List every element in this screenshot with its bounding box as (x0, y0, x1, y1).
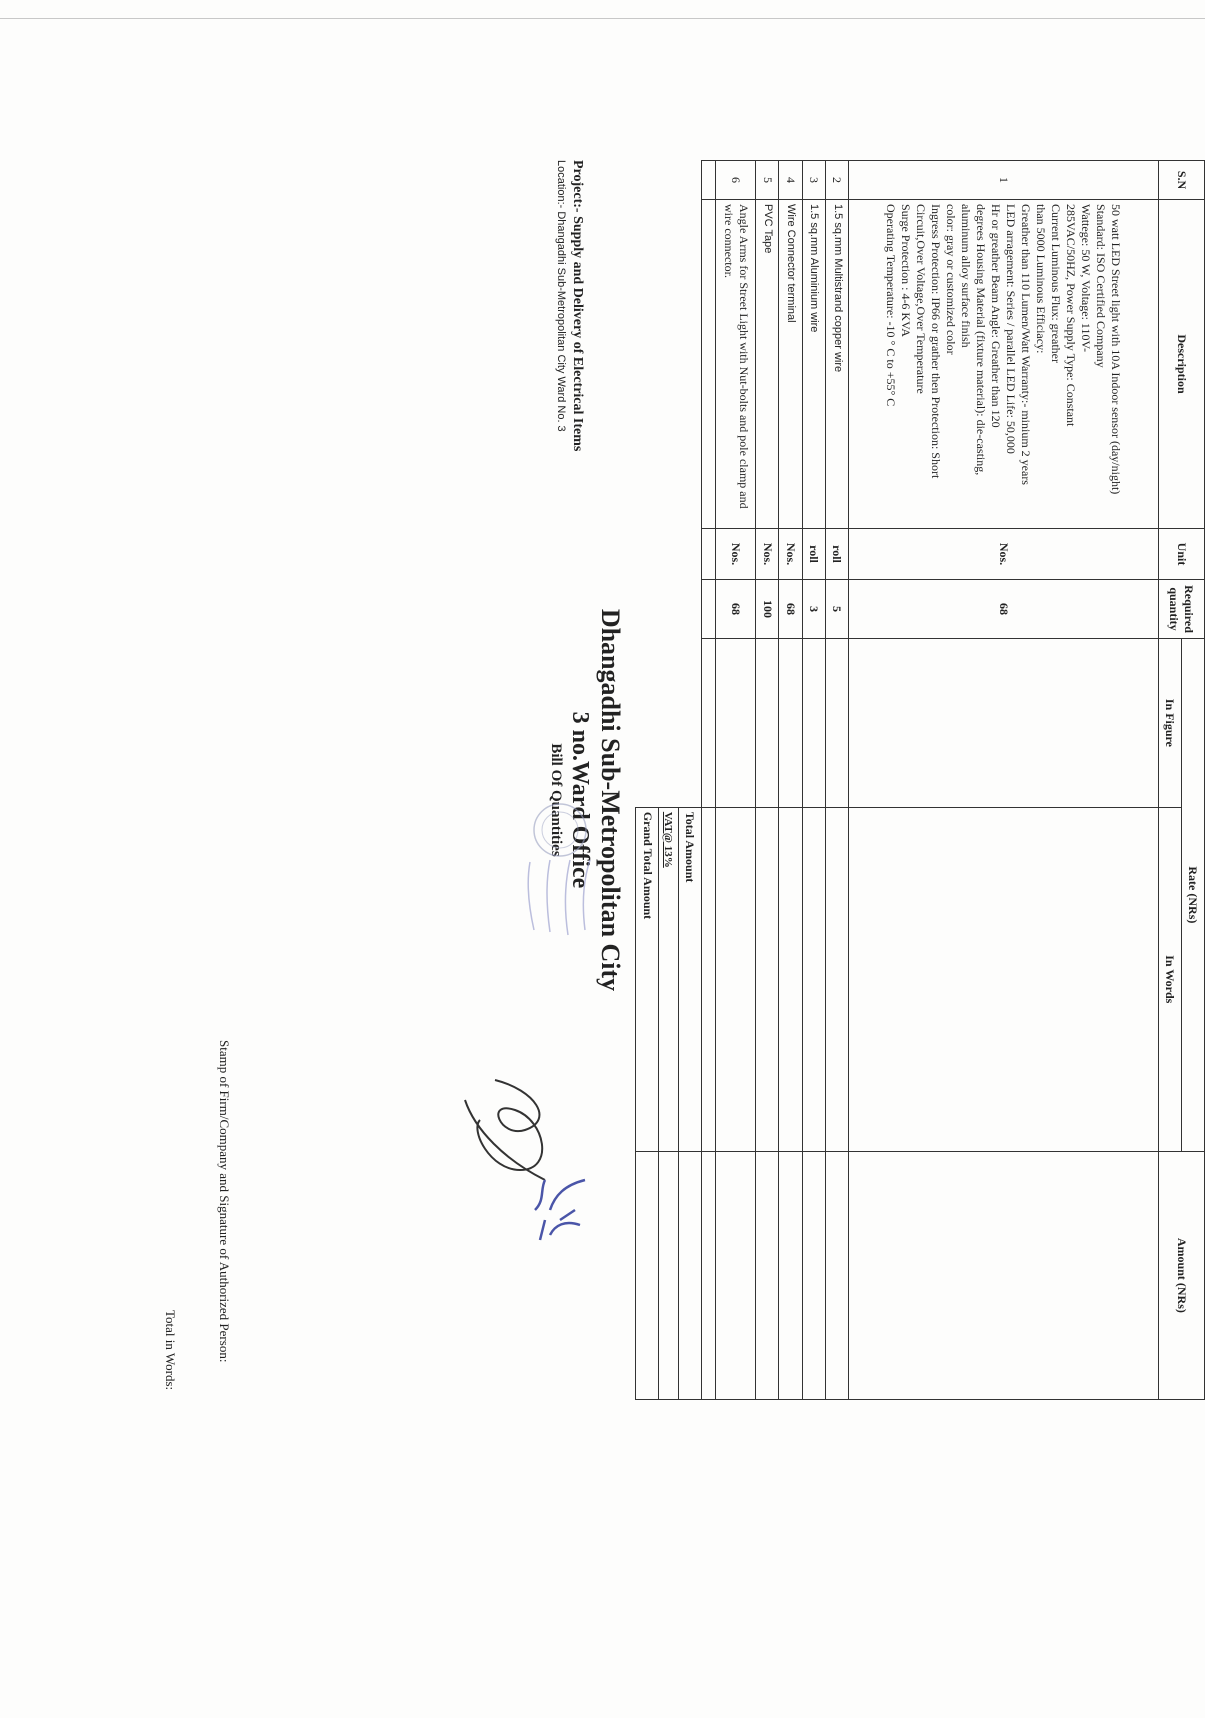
grand-total-row (636, 161, 659, 1400)
desc-line: than 5000 Luminous Efficiacy: (1034, 204, 1049, 354)
vat-label: VAT@ 13% (659, 807, 679, 1151)
desc-line: Greather than 110 Lumen/Watt Warranty:- minium 2 years (1019, 204, 1034, 485)
row-in-words (779, 807, 802, 1151)
row-in-figure (756, 639, 779, 808)
row-in-figure (802, 639, 825, 808)
row-qty: 3 (802, 580, 825, 639)
row-sn: 2 (825, 161, 848, 200)
row-description: 1.5 sq.mm Aluminium wire (802, 200, 825, 529)
row-description: Angle Arms for Street Light with Nut-bolts and pole clamp and wire connector. (715, 200, 755, 529)
row-unit: Nos. (779, 529, 802, 580)
blank-cell (701, 161, 715, 200)
row-description: Wire Connector terminal (779, 200, 802, 529)
desc-line: LED arragement: Series / parallel LED Life: 50,000 (1004, 204, 1019, 454)
row-qty: 68 (715, 580, 755, 639)
office-stamp-seal (500, 800, 620, 940)
row-in-figure (715, 639, 755, 808)
desc-line: color: gray or customized color (944, 204, 959, 355)
blank-cell (701, 200, 715, 529)
row-sn: 1 (848, 161, 1158, 200)
table-row (715, 161, 755, 1400)
header-description: Description (1158, 200, 1204, 529)
row-sn: 6 (715, 161, 755, 200)
header-in-words: In Words (1158, 807, 1181, 1151)
table-header-row (1181, 161, 1204, 1400)
table-row (802, 161, 825, 1400)
blank-cell (701, 580, 715, 639)
desc-line: Standard: ISO Certified Company (1094, 204, 1109, 368)
document-type: Bill Of Quantities (548, 743, 564, 857)
row-amount (779, 1151, 802, 1399)
rotated-page (385, 0, 1205, 1400)
blank-cell (701, 529, 715, 580)
desc-line: Ingress Protection: IP66 or grather then Protection: Short (929, 204, 944, 479)
row-amount (825, 1151, 848, 1399)
total-in-words-label: Total in Words: (163, 1310, 178, 1391)
project-title: Project:- Supply and Delivery of Electrical Items (570, 160, 585, 452)
row-in-words (825, 807, 848, 1151)
blank-cell (701, 639, 715, 808)
row-unit: Nos. (756, 529, 779, 580)
blank-row (701, 161, 715, 1400)
row-in-words (848, 807, 1158, 1151)
grand-spacer (636, 161, 659, 808)
desc-line: 285VAC/50HZ, Power Supply Type: Constant (1064, 204, 1079, 427)
row-in-figure (825, 639, 848, 808)
header-unit: Unit (1158, 529, 1204, 580)
stamp-signature-label: Stamp of Firm/Company and Signature of Authorized Person: (217, 1040, 232, 1363)
row-unit: Nos. (715, 529, 755, 580)
row-qty: 100 (756, 580, 779, 639)
header-in-figure: In Figure (1158, 639, 1181, 808)
grand-total-value (636, 1151, 659, 1399)
row-sn: 5 (756, 161, 779, 200)
table-row (779, 161, 802, 1400)
office-name: Dhangadhi Sub-Metropolitan City (596, 608, 625, 992)
row-amount (715, 1151, 755, 1399)
row-in-figure (779, 639, 802, 808)
table-row (756, 161, 779, 1400)
row-amount (802, 1151, 825, 1399)
header-rate: Rate (NRs) (1181, 639, 1204, 1152)
row-sn: 4 (779, 161, 802, 200)
project-info (555, 160, 585, 451)
row-qty: 68 (779, 580, 802, 639)
table-row (825, 161, 848, 1400)
project-location: Location:- Dhangadhi Sub-Metropolitan City Ward No. 3 (555, 160, 567, 432)
desc-line: Surge Protection : 4-6 KVA (899, 204, 914, 337)
vat-value (659, 1151, 679, 1399)
row-in-words (756, 807, 779, 1151)
header-sn: S.N (1158, 161, 1204, 200)
row-unit: Nos. (848, 529, 1158, 580)
desc-line: Current Luminous Flux: greather (1049, 204, 1064, 363)
vat-spacer (659, 161, 679, 808)
header-quantity: Required quantity (1158, 580, 1204, 639)
row-qty: 68 (848, 580, 1158, 639)
row-sn: 3 (802, 161, 825, 200)
desc-line: 50 watt LED Street light with 10A Indoor sensor (day/night) (1109, 204, 1124, 495)
total-spacer (678, 161, 701, 808)
row-in-words (802, 807, 825, 1151)
desc-line: Wattege: 50 W, Voltage: 110V- (1079, 204, 1094, 353)
desc-line: aluminum alloy surface finish (959, 204, 974, 348)
vat-row (659, 161, 679, 1400)
desc-line: degrees Housing Material (fixture material): die-casting, (974, 204, 989, 476)
total-amount-value (678, 1151, 701, 1399)
grand-total-label: Grand Total Amount (636, 807, 659, 1151)
total-amount-label: Total Amount (678, 807, 701, 1151)
row-amount (848, 1151, 1158, 1399)
row-description (848, 200, 1158, 529)
desc-line: Circuit,Over Voltage,Over Temperature (914, 204, 929, 394)
ward-office: 3 no.Ward Office (567, 711, 593, 889)
row-qty: 5 (825, 580, 848, 639)
bill-of-quantities-table (635, 160, 1205, 1400)
row-description: PVC Tape (756, 200, 779, 529)
row-amount (756, 1151, 779, 1399)
blank-cell (701, 807, 715, 1151)
row-description: 1.5 sq.mm Multistrand copper wire (825, 200, 848, 529)
desc-line: Operating Temperature: -10 ° C to +55° C (884, 204, 899, 407)
row-in-words (715, 807, 755, 1151)
row-unit: roll (825, 529, 848, 580)
total-row (678, 161, 701, 1400)
row-unit: roll (802, 529, 825, 580)
desc-line: Hr or greather Beam Angle: Greather than 120 (989, 204, 1004, 428)
table-row (848, 161, 1158, 1400)
blank-cell (701, 1151, 715, 1399)
row-in-figure (848, 639, 1158, 808)
header-amount: Amount (NRs) (1158, 1151, 1204, 1399)
signature-mark (425, 1060, 605, 1260)
